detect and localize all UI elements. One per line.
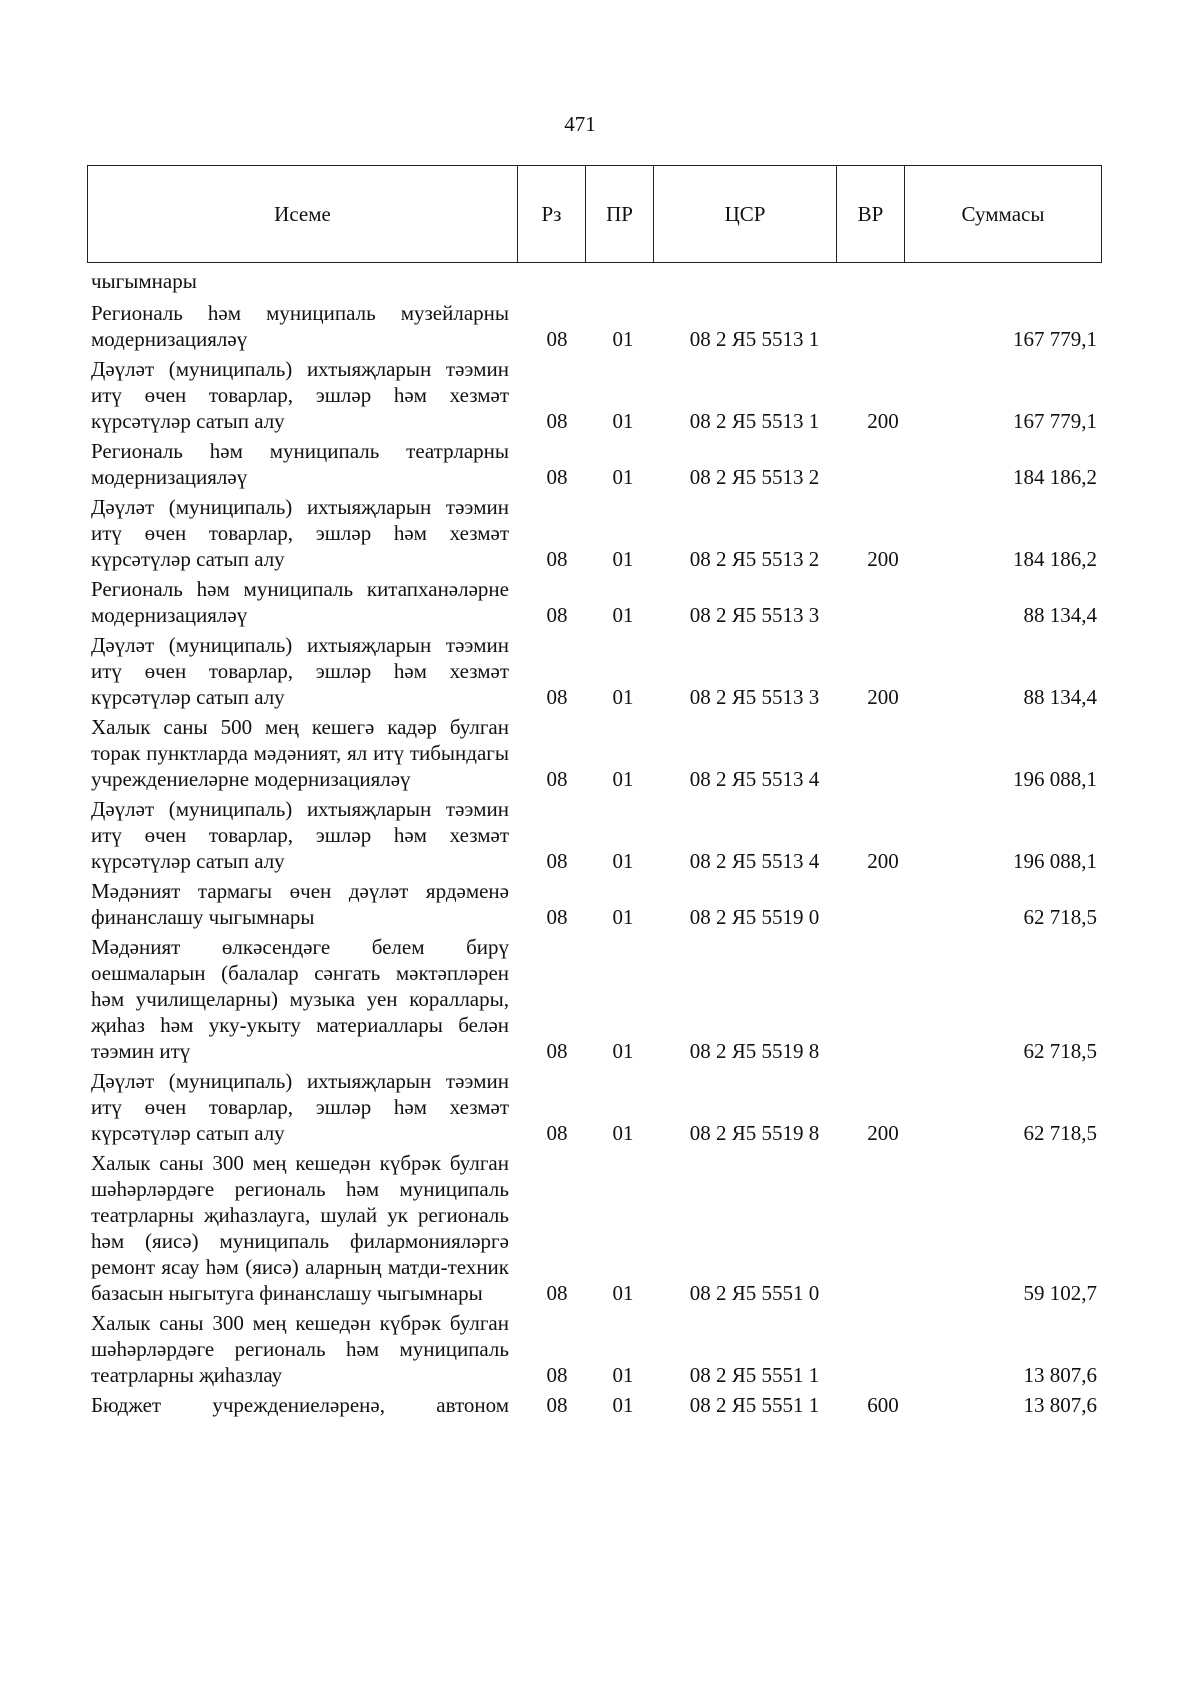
table-row bbox=[87, 494, 1101, 572]
row-sum: 62 718,5 bbox=[1023, 1121, 1097, 1145]
row-sum: 167 779,1 bbox=[1013, 327, 1097, 351]
row-csr: 08 2 Я5 5551 1 bbox=[689, 1393, 820, 1417]
row-pr: 01 bbox=[612, 547, 634, 571]
row-name: Дәүләт (муниципаль) ихтыяҗларын тәэмин итү өчен товарлар, эшләр һәм хезмәт күрсәтүләр сатып алу bbox=[91, 495, 509, 571]
header-pr: ПР bbox=[586, 166, 654, 263]
row-rz: 08 bbox=[546, 1039, 568, 1063]
row-pr: 01 bbox=[612, 465, 634, 489]
row-name: Халык саны 500 мең кешегә кадәр булган торак пунктларда мәдәният, ял итү тибындагы учреждениеләрне модернизацияләү bbox=[91, 715, 509, 791]
row-pr: 01 bbox=[612, 1393, 634, 1417]
row-name: Халык саны 300 мең кешедән күбрәк булган шәһәрләрдәге региональ һәм муниципаль театрларны җиһазлау bbox=[91, 1311, 509, 1387]
row-pr: 01 bbox=[612, 685, 634, 709]
table-row bbox=[87, 632, 1101, 710]
row-sum: 62 718,5 bbox=[1023, 1039, 1097, 1063]
row-rz: 08 bbox=[546, 1363, 568, 1387]
table-row bbox=[87, 934, 1101, 1064]
row-csr: 08 2 Я5 5513 1 bbox=[689, 409, 820, 433]
table-row bbox=[87, 1150, 1101, 1306]
row-name: Дәүләт (муниципаль) ихтыяҗларын тәэмин итү өчен товарлар, эшләр һәм хезмәт күрсәтүләр сатып алу bbox=[91, 357, 509, 433]
table-row bbox=[87, 1310, 1101, 1388]
row-vr: 200 bbox=[867, 409, 899, 433]
row-sum: 167 779,1 bbox=[1013, 409, 1097, 433]
page-number: 471 bbox=[564, 112, 596, 136]
row-vr: 600 bbox=[867, 1393, 899, 1417]
row-vr: 200 bbox=[867, 849, 899, 873]
row-name: Дәүләт (муниципаль) ихтыяҗларын тәэмин итү өчен товарлар, эшләр һәм хезмәт күрсәтүләр сатып алу bbox=[91, 797, 509, 873]
row-rz: 08 bbox=[546, 1393, 568, 1417]
row-pr: 01 bbox=[612, 767, 634, 791]
row-vr: 200 bbox=[867, 547, 899, 571]
row-name: Дәүләт (муниципаль) ихтыяҗларын тәэмин итү өчен товарлар, эшләр һәм хезмәт күрсәтүләр сатып алу bbox=[91, 1069, 509, 1145]
table-body bbox=[87, 268, 1101, 1422]
row-rz: 08 bbox=[546, 547, 568, 571]
header-sum: Суммасы bbox=[905, 166, 1102, 263]
table-row bbox=[87, 1392, 1101, 1418]
continuation-text: чыгымнары bbox=[91, 269, 197, 293]
row-csr: 08 2 Я5 5513 3 bbox=[689, 603, 820, 627]
table-row bbox=[87, 714, 1101, 792]
row-pr: 01 bbox=[612, 849, 634, 873]
row-name: Мәдәният өлкәсендәге белем бирү оешмаларын (балалар сәнгать мәктәпләрен һәм училищеларны) музыка уен кораллары, җиһаз һәм уку-укыту материаллары белән тәэмин итү bbox=[91, 935, 509, 1063]
row-rz: 08 bbox=[546, 1281, 568, 1305]
row-rz: 08 bbox=[546, 465, 568, 489]
row-sum: 184 186,2 bbox=[1013, 465, 1097, 489]
row-sum: 88 134,4 bbox=[1023, 603, 1097, 627]
continuation-row bbox=[87, 268, 1101, 294]
row-sum: 184 186,2 bbox=[1013, 547, 1097, 571]
row-rz: 08 bbox=[546, 603, 568, 627]
row-sum: 13 807,6 bbox=[1023, 1393, 1097, 1417]
row-sum: 59 102,7 bbox=[1023, 1281, 1097, 1305]
row-sum: 88 134,4 bbox=[1023, 685, 1097, 709]
row-vr: 200 bbox=[867, 1121, 899, 1145]
row-csr: 08 2 Я5 5513 2 bbox=[689, 547, 820, 571]
header-vr: ВР bbox=[837, 166, 905, 263]
row-rz: 08 bbox=[546, 767, 568, 791]
row-csr: 08 2 Я5 5513 4 bbox=[689, 849, 820, 873]
row-csr: 08 2 Я5 5519 8 bbox=[689, 1039, 820, 1063]
row-csr: 08 2 Я5 5519 8 bbox=[689, 1121, 820, 1145]
row-name: Дәүләт (муниципаль) ихтыяҗларын тәэмин итү өчен товарлар, эшләр һәм хезмәт күрсәтүләр сатып алу bbox=[91, 633, 509, 709]
row-name: Халык саны 300 мең кешедән күбрәк булган шәһәрләрдәге региональ һәм муниципаль театрларны җиһазлауга, шулай ук региональ һәм (яисә) муниципаль филармонияләргә ремонт ясау һәм (яисә) аларның матди-техник базасын ныгытуга финанслашу чыгымнары bbox=[91, 1151, 509, 1305]
table-row bbox=[87, 1068, 1101, 1146]
row-sum: 196 088,1 bbox=[1013, 849, 1097, 873]
table-row bbox=[87, 300, 1101, 352]
table-row bbox=[87, 878, 1101, 930]
header-name: Исеме bbox=[88, 166, 518, 263]
row-csr: 08 2 Я5 5513 4 bbox=[689, 767, 820, 791]
row-pr: 01 bbox=[612, 327, 634, 351]
row-sum: 13 807,6 bbox=[1023, 1363, 1097, 1387]
row-pr: 01 bbox=[612, 1039, 634, 1063]
row-rz: 08 bbox=[546, 685, 568, 709]
row-rz: 08 bbox=[546, 1121, 568, 1145]
table-row bbox=[87, 576, 1101, 628]
header-csr: ЦСР bbox=[654, 166, 837, 263]
row-csr: 08 2 Я5 5513 1 bbox=[689, 327, 820, 351]
row-sum: 196 088,1 bbox=[1013, 767, 1097, 791]
row-csr: 08 2 Я5 5551 0 bbox=[689, 1281, 820, 1305]
row-sum: 62 718,5 bbox=[1023, 905, 1097, 929]
row-name: Региональ һәм муниципаль китапханәләрне модернизацияләү bbox=[91, 577, 509, 627]
row-pr: 01 bbox=[612, 409, 634, 433]
row-csr: 08 2 Я5 5513 3 bbox=[689, 685, 820, 709]
table-row bbox=[87, 356, 1101, 434]
table-rows bbox=[87, 300, 1101, 1418]
row-name: Региональ һәм муниципаль театрларны модернизацияләү bbox=[91, 439, 509, 489]
row-csr: 08 2 Я5 5551 1 bbox=[689, 1363, 820, 1387]
row-rz: 08 bbox=[546, 905, 568, 929]
row-vr: 200 bbox=[867, 685, 899, 709]
table-header bbox=[87, 165, 1102, 263]
row-csr: 08 2 Я5 5513 2 bbox=[689, 465, 820, 489]
row-rz: 08 bbox=[546, 409, 568, 433]
row-pr: 01 bbox=[612, 1363, 634, 1387]
row-name: Мәдәният тармагы өчен дәүләт ярдәменә финанслашу чыгымнары bbox=[91, 879, 509, 929]
row-name: Региональ һәм муниципаль музейларны модернизацияләү bbox=[91, 301, 509, 351]
row-pr: 01 bbox=[612, 905, 634, 929]
row-pr: 01 bbox=[612, 1121, 634, 1145]
row-name: Бюджет учреждениеләренә, автоном bbox=[91, 1393, 509, 1417]
row-pr: 01 bbox=[612, 1281, 634, 1305]
row-rz: 08 bbox=[546, 327, 568, 351]
row-pr: 01 bbox=[612, 603, 634, 627]
row-rz: 08 bbox=[546, 849, 568, 873]
table-row bbox=[87, 438, 1101, 490]
row-csr: 08 2 Я5 5519 0 bbox=[689, 905, 820, 929]
table-row bbox=[87, 796, 1101, 874]
header-rz: Рз bbox=[518, 166, 586, 263]
